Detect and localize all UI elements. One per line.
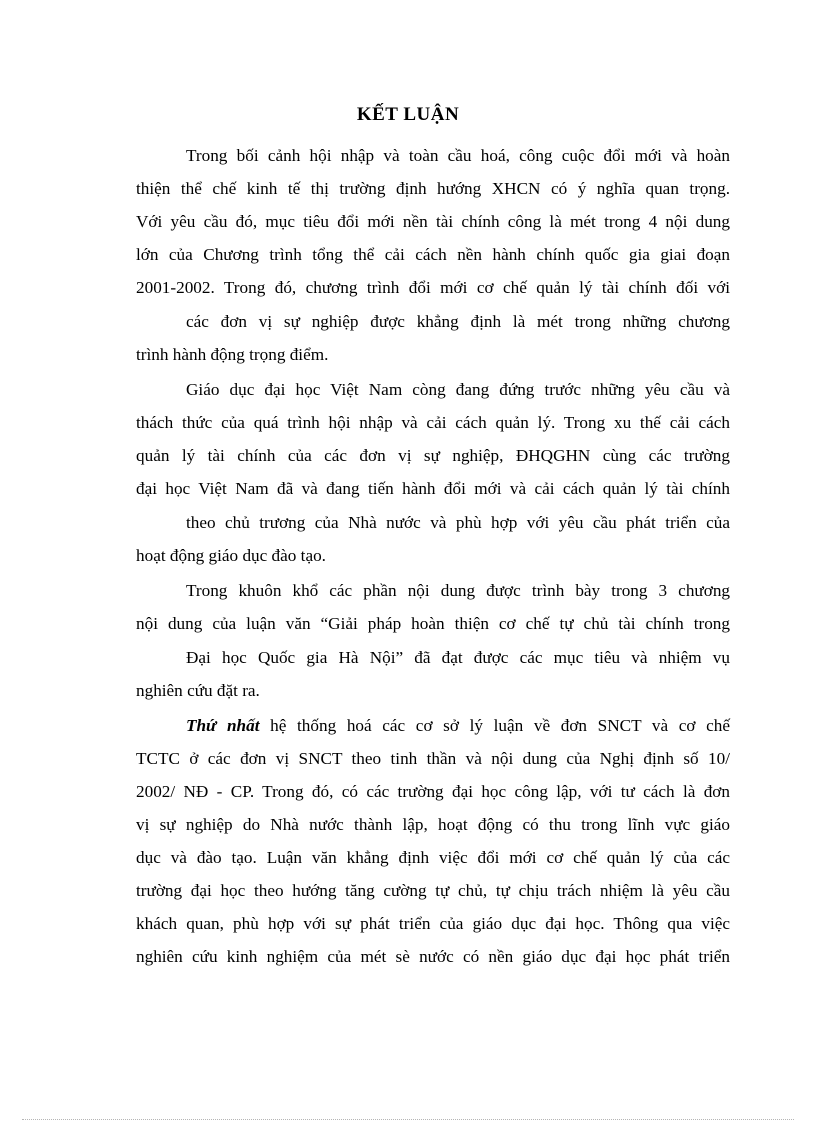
paragraph-4-line-8: nghiên cứu kinh nghiệm của mét sè nước có nền giáo dục đại học phát triển [136,947,730,966]
paragraph-3-line-3: Đại học Quốc gia Hà Nội” đã đạt được các mục tiêu và nhiệm vụ [186,648,730,667]
paragraph-4-lead: Thứ nhất [186,716,260,735]
page-bottom-divider [22,1119,794,1120]
paragraph-4-line-2: TCTC ở các đơn vị SNCT theo tinh thần và nội dung của Nghị định số 10/ [136,749,730,768]
paragraph-1-line-4: lớn của Chương trình tổng thể cải cách nền hành chính quốc gia giai đoạn [136,245,730,264]
paragraph-3-line-1: Trong khuôn khổ các phần nội dung được trình bày trong 3 chương [186,581,730,600]
paragraph-4-line-1 [186,715,730,737]
paragraph-1-line-3: Với yêu cầu đó, mục tiêu đổi mới nền tài chính công là mét trong 4 nội dung [136,212,730,231]
paragraph-4-line-7: khách quan, phù hợp với sự phát triển của giáo dục đại học. Thông qua việc [136,914,730,933]
page-title: KẾT LUẬN [356,104,460,125]
paragraph-3-line-2: nội dung của luận văn “Giải pháp hoàn thiện cơ chế tự chủ tài chính trong [136,614,730,633]
paragraph-1-line-2: thiện thể chế kinh tế thị trường định hướng XHCN có ý nghĩa quan trọng. [136,179,730,198]
paragraph-2-line-5: theo chủ trương của Nhà nước và phù hợp với yêu cầu phát triển của [186,513,730,532]
paragraph-2-line-1: Giáo dục đại học Việt Nam còng đang đứng trước những yêu cầu và [186,380,730,399]
paragraph-1-line-5: 2001-2002. Trong đó, chương trình đổi mới cơ chế quản lý tài chính đối với [136,278,730,297]
paragraph-2-line-2: thách thức của quá trình hội nhập và cải cách quản lý. Trong xu thế cải cách [136,413,730,432]
paragraph-2-line-4: đại học Việt Nam đã và đang tiến hành đổi mới và cải cách quản lý tài chính [136,479,730,498]
paragraph-2-line-3: quản lý tài chính của các đơn vị sự nghiệp, ĐHQGHN cùng các trường [136,446,730,465]
paragraph-4-line-3: 2002/ NĐ - CP. Trong đó, có các trường đại học công lập, với tư cách là đơn [136,782,730,801]
paragraph-4-line-4: vị sự nghiệp do Nhà nước thành lập, hoạt động có thu trong lĩnh vực giáo [136,815,730,834]
paragraph-3-line-4: nghiên cứu đặt ra. [136,681,260,700]
paragraph-4-line-6: trường đại học theo hướng tăng cường tự chủ, tự chịu trách nhiệm là yêu cầu [136,881,730,900]
paragraph-1-line-6: các đơn vị sự nghiệp được khẳng định là mét trong những chương [186,312,730,331]
paragraph-2-line-6: hoạt động giáo dục đào tạo. [136,546,326,565]
paragraph-4-line-1-text: hệ thống hoá các cơ sở lý luận về đơn SNCT và cơ chế [259,716,730,735]
paragraph-4-line-5: dục và đào tạo. Luận văn khẳng định việc đổi mới cơ chế quản lý của các [136,848,730,867]
paragraph-1-line-7: trình hành động trọng điểm. [136,345,329,364]
paragraph-1-line-1: Trong bối cảnh hội nhập và toàn cầu hoá, công cuộc đổi mới và hoàn [186,146,730,165]
